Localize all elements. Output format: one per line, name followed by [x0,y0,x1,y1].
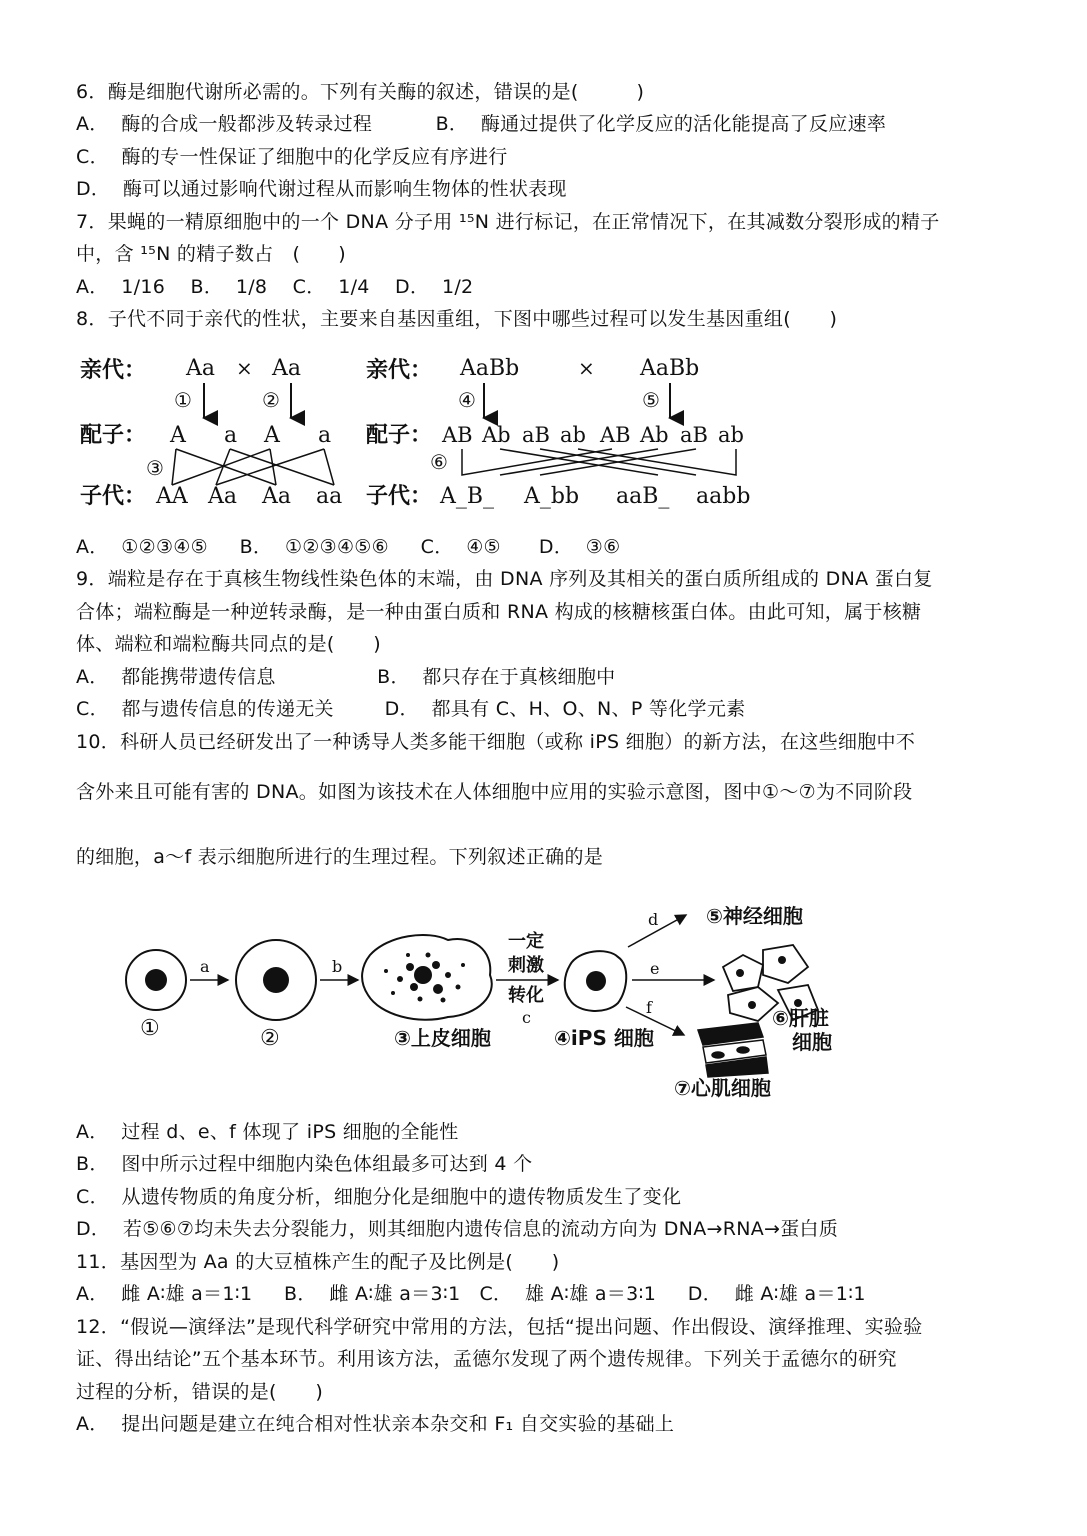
step-2: ② [262,388,280,412]
right-gamete-5: AB [600,423,631,447]
q10-stem-2: 含外来且可能有害的 DNA。如图为该技术在人体细胞中应用的实验示意图，图中①～⑦为不同阶段 [76,781,913,803]
step-1: ① [174,388,192,412]
step-6: ⑥ [430,450,448,474]
q10-stem-3: 的细胞，a～f 表示细胞所进行的生理过程。下列叙述正确的是 [76,846,604,868]
right-offspring-4: aabb [696,484,751,509]
q11-options: A． 雌 A∶雄 a＝1∶1 B． 雌 A∶雄 a＝3∶1 C． 雄 A∶雄 a＝3∶1 D． 雌 A∶雄 a＝1∶1 [76,1283,866,1305]
cell-3-label: ③上皮细胞 [394,1026,491,1050]
step-3: ③ [146,456,164,480]
q12-stem-3: 过程的分析，错误的是( ) [76,1381,324,1403]
q12-option-a: A． 提出问题是建立在纯合相对性状亲本杂交和 F₁ 自交实验的基础上 [76,1413,675,1435]
arrow-b: b [332,957,343,976]
right-gamete-2: Ab [482,423,511,447]
q9-options-cd: C． 都与遗传信息的传递无关 D． 都具有 C、H、O、N、P 等化学元素 [76,698,746,720]
left-parent-1: Aa [186,356,216,381]
gamete-label-right: 配子： [366,423,433,448]
stimulus-line-3: 转化 [508,985,544,1006]
q6-option-c: C． 酶的专一性保证了细胞中的化学反应有序进行 [76,146,508,168]
arrow-f: f [646,998,652,1017]
q6-stem: 6．酶是细胞代谢所必需的。下列有关酶的叙述，错误的是( ) [76,81,645,103]
cell-7-label: ⑦心肌细胞 [674,1076,771,1100]
right-gamete-6: Ab [640,423,669,447]
right-offspring-3: aaB_ [616,484,670,509]
left-gamete-3: A [264,423,280,448]
left-offspring-3: Aa [262,484,292,509]
q8-figure [76,345,756,520]
cell-1-label: ① [140,1016,160,1041]
right-offspring-1: A_B_ [440,484,495,509]
parent-label-right: 亲代： [366,358,433,383]
q12-stem-2: 证、得出结论”五个基本环节。利用该方法，孟德尔发现了两个遗传规律。下列关于孟德尔的研究 [76,1348,897,1370]
left-parent-2: Aa [272,356,302,381]
q9-options-ab: A． 都能携带遗传信息 B． 都只存在于真核细胞中 [76,666,616,688]
arrow-d: d [648,910,659,929]
step-5: ⑤ [642,388,660,412]
left-gamete-2: a [224,423,238,448]
left-offspring-1: AA [156,484,188,509]
right-parent-2: AaBb [640,356,700,381]
q7-stem-cont: 中，含 ¹⁵N 的精子数占 ( ) [76,243,346,265]
stimulus-line-1: 一定 [508,931,544,952]
q7-options: A． 1/16 B． 1/8 C． 1/4 D． 1/2 [76,276,474,298]
q9-stem-2: 合体；端粒酶是一种逆转录酶，是一种由蛋白质和 RNA 构成的核糖核蛋白体。由此可知，属于核糖 [76,601,922,623]
q7-stem: 7．果蝇的一精原细胞中的一个 DNA 分子用 ¹⁵N 进行标记，在正常情况下，在其减数分裂形成的精子 [76,211,940,233]
q9-stem-3: 体、端粒和端粒酶共同点的是( ) [76,633,381,655]
cell-6-label: ⑥肝脏 [772,1006,829,1030]
right-gamete-3: aB [522,423,550,447]
q12-stem-1: 12．“假说—演绎法”是现代科学研究中常用的方法，包括“提出问题、作出假设、演绎推理、实验验 [76,1316,923,1338]
gamete-label-left: 配子： [80,423,147,448]
cell-3-chromatin [384,953,465,1003]
left-gamete-4: a [318,423,332,448]
cell-7-cardiac [698,1023,768,1077]
offspring-label-left: 子代： [80,484,147,509]
stimulus-line-2: 刺激 [508,955,544,976]
cell-4-label: ④iPS 细胞 [554,1026,654,1050]
q8-stem: 8．子代不同于亲代的性状，主要来自基因重组，下图中哪些过程可以发生基因重组( ) [76,308,838,330]
q11-stem: 11．基因型为 Aa 的大豆植株产生的配子及比例是( ) [76,1251,560,1273]
q9-stem-1: 9．端粒是存在于真核生物线性染色体的末端，由 DNA 序列及其相关的蛋白质所组成的 DNA 蛋白复 [76,568,933,590]
q8-options: A． ①②③④⑤ B． ①②③④⑤⑥ C． ④⑤ D． ③⑥ [76,536,621,558]
q10-option-d: D． 若⑤⑥⑦均未失去分裂能力，则其细胞内遗传信息的流动方向为 DNA→RNA→蛋白质 [76,1218,839,1240]
right-cross: × [578,356,595,380]
q10-option-a: A． 过程 d、e、f 体现了 iPS 细胞的全能性 [76,1121,459,1143]
q10-option-c: C． 从遗传物质的角度分析，细胞分化是细胞中的遗传物质发生了变化 [76,1186,682,1208]
left-offspring-2: Aa [208,484,238,509]
q6-options-ab: A． 酶的合成一般都涉及转录过程 B． 酶通过提供了化学反应的活化能提高了反应速率 [76,113,887,135]
parent-label-left: 亲代： [80,358,147,383]
right-offspring-2: A_bb [524,484,580,509]
arrow-a: a [200,957,210,976]
right-gamete-7: aB [680,423,708,447]
arrow-e: e [650,959,660,978]
arrow-c: c [522,1008,531,1027]
right-gamete-1: AB [442,423,473,447]
step-4: ④ [458,388,476,412]
left-offspring-4: aa [316,484,343,509]
cell-6-label-2: 细胞 [792,1030,832,1054]
right-parent-1: AaBb [460,356,520,381]
offspring-label-right: 子代： [366,484,433,509]
q10-option-b: B． 图中所示过程中细胞内染色体组最多可达到 4 个 [76,1153,533,1175]
right-gamete-4: ab [560,423,586,447]
q10-stem-1: 10．科研人员已经研发出了一种诱导人类多能干细胞（或称 iPS 细胞）的新方法，在这些细胞中不 [76,731,916,753]
cell-2-label: ② [260,1026,280,1051]
cell-5-label: ⑤神经细胞 [706,904,803,928]
left-gamete-1: A [170,423,186,448]
q6-option-d: D． 酶可以通过影响代谢过程从而影响生物体的性状表现 [76,178,567,200]
q10-figure [118,895,878,1105]
right-gamete-8: ab [718,423,744,447]
left-cross: × [236,356,253,380]
